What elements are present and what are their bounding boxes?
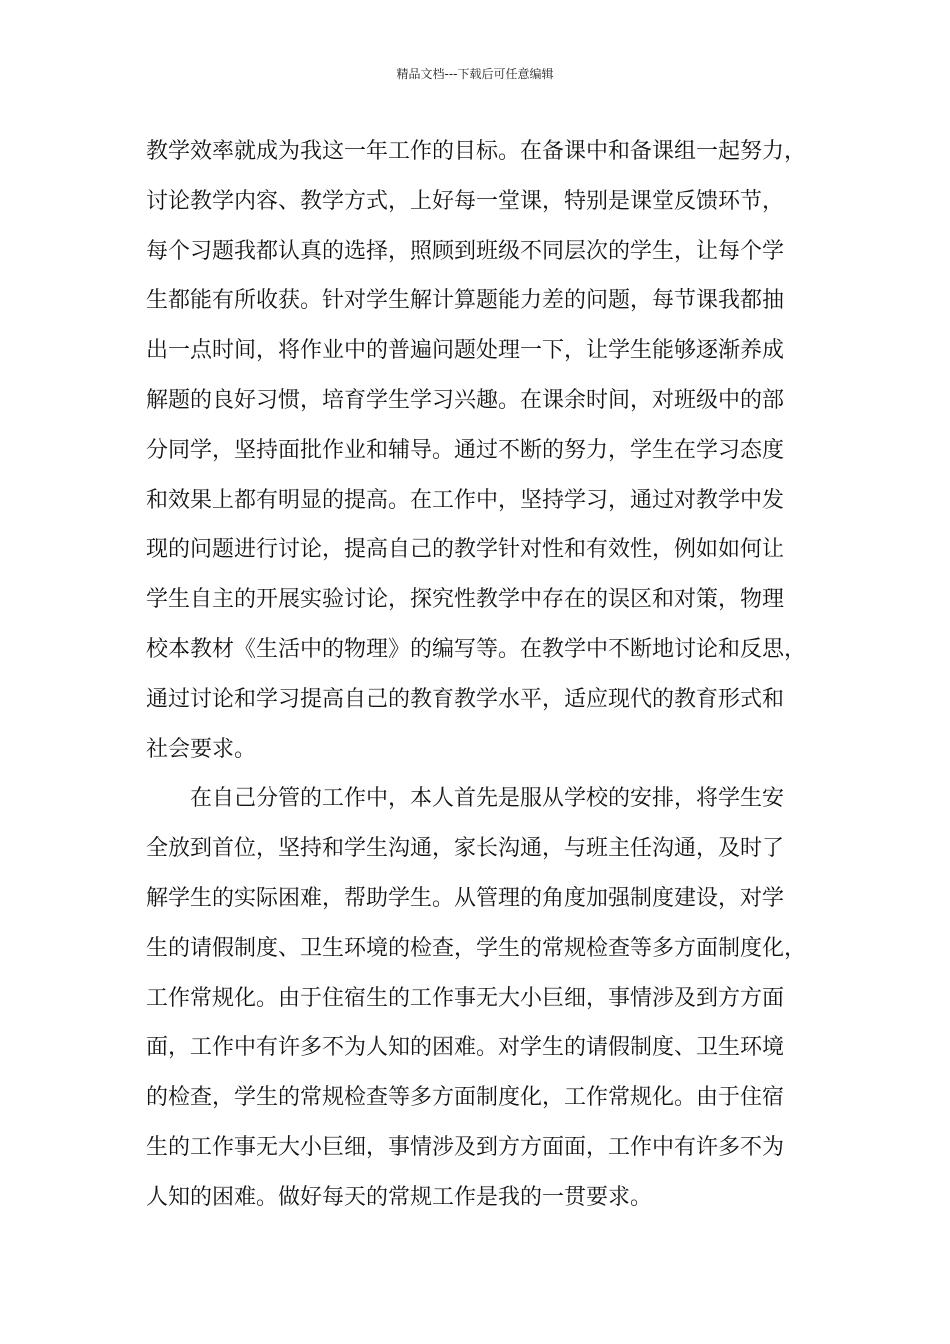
text-line: 人知的困难。做好每天的常规工作是我的一贯要求。 (146, 1184, 653, 1210)
text-line: 学生自主的开展实验讨论，探究性教学中存在的误区和对策，物理 (146, 587, 785, 613)
text-line: 讨论教学内容、教学方式，上好每一堂课，特别是课堂反馈环节， (146, 188, 785, 214)
text-line: 每个习题我都认真的选择，照顾到班级不同层次的学生，让每个学 (146, 238, 785, 264)
text-line: 生的工作事无大小巨细，事情涉及到方方面面，工作中有许多不为 (146, 1134, 785, 1160)
page-header: 精品文档---下载后可任意编辑 (396, 67, 554, 81)
text-line: 和效果上都有明显的提高。在工作中，坚持学习，通过对教学中发 (146, 487, 785, 513)
text-line: 校本教材《生活中的物理》的编写等。在教学中不断地讨论和反思， (146, 636, 807, 662)
paragraph-1 (146, 127, 826, 774)
text-line: 教学效率就成为我这一年工作的目标。在备课中和备课组一起努力， (146, 139, 807, 164)
text-line: 生的请假制度、卫生环境的检查，学生的常规检查等多方面制度化， (146, 935, 807, 961)
text-line: 解题的良好习惯，培育学生学习兴趣。在课余时间，对班级中的部 (146, 387, 785, 413)
text-line: 出一点时间，将作业中的普遍问题处理一下，让学生能够逐渐养成 (146, 338, 785, 364)
text-line: 面，工作中有许多不为人知的困难。对学生的请假制度、卫生环境 (146, 1035, 785, 1061)
text-line: 分同学，坚持面批作业和辅导。通过不断的努力，学生在学习态度 (146, 437, 785, 463)
text-line-indented: 在自己分管的工作中，本人首先是服从学校的安排，将学生安 (190, 786, 785, 812)
paragraph-2 (146, 774, 826, 1222)
text-line: 的检查，学生的常规检查等多方面制度化，工作常规化。由于住宿 (146, 1085, 785, 1111)
text-line: 解学生的实际困难，帮助学生。从管理的角度加强制度建设，对学 (146, 885, 785, 911)
document-body (146, 127, 826, 1223)
text-line: 工作常规化。由于住宿生的工作事无大小巨细，事情涉及到方方面 (146, 985, 785, 1011)
text-line: 全放到首位，坚持和学生沟通，家长沟通，与班主任沟通，及时了 (146, 836, 785, 862)
text-line: 现的问题进行讨论，提高自己的教学针对性和有效性，例如如何让 (146, 537, 785, 563)
text-line: 社会要求。 (146, 736, 257, 762)
text-line: 通过讨论和学习提高自己的教育教学水平，适应现代的教育形式和 (146, 686, 785, 712)
text-line: 生都能有所收获。针对学生解计算题能力差的问题，每节课我都抽 (146, 288, 785, 314)
